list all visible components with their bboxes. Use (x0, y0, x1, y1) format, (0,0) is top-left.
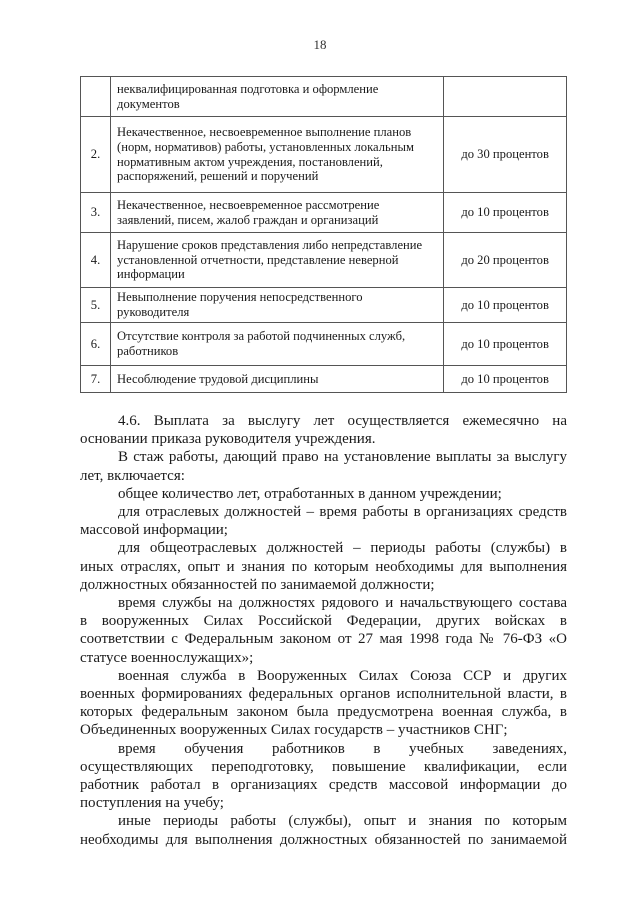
document-body (80, 412, 567, 849)
row-description (111, 77, 444, 117)
row-limit: до 10 процентов (444, 193, 567, 233)
row-description-line: документов (117, 96, 180, 111)
row-description (111, 366, 444, 393)
row-number: 7. (81, 366, 111, 393)
row-description-line: работников (117, 344, 179, 358)
paragraph (80, 503, 567, 539)
text-line: работник работал в организациях средств массовой информации до (80, 777, 567, 794)
row-description-line: Невыполнение поручения непосредственного (117, 290, 363, 305)
row-number (81, 77, 111, 117)
text-line: соответствии с Федеральным законом от 27 мая 1998 года № 76-ФЗ «О (80, 631, 567, 648)
text-line: осуществляющих переподготовку, повышение квалификации, если (80, 758, 567, 775)
text-line: время службы на должностях рядового и начальствующего состава (118, 595, 567, 612)
row-description-line: Некачественное, несвоевременное выполнение планов (117, 125, 412, 140)
row-description-line: неквалифицированная подготовка и оформление (117, 81, 379, 96)
table-row (81, 323, 567, 366)
row-description-line: (норм, нормативов) работы, установленных локальным (117, 139, 414, 154)
row-description (111, 233, 444, 288)
text-line: Объединенных вооруженных Силах государств – участников СНГ; (80, 722, 508, 739)
row-description (111, 323, 444, 366)
text-line: иных отраслях, опыт и знания по которым необходимы для выполнения (80, 558, 567, 575)
row-number: 5. (81, 288, 111, 323)
row-limit (444, 77, 567, 117)
row-description (111, 193, 444, 233)
row-description-line: Отсутствие контроля за работой подчиненных служб, (117, 329, 406, 344)
paragraph (80, 539, 567, 594)
penalty-table (80, 76, 567, 393)
row-description (111, 117, 444, 193)
text-line: необходимы для выполнения должностных обязанностей по занимаемой (80, 831, 567, 848)
paragraph (80, 594, 567, 667)
text-line: В стаж работы, дающий право на установление выплаты за выслугу (118, 449, 567, 466)
table-row (81, 366, 567, 393)
text-line: время обучения работников в учебных заведениях, (118, 740, 567, 757)
text-line: лет, включается: (80, 467, 185, 484)
row-description-line: Нарушение сроков представления либо непредставление (117, 238, 423, 253)
row-limit: до 20 процентов (444, 233, 567, 288)
row-description-line: информации (117, 267, 185, 282)
row-number: 4. (81, 233, 111, 288)
text-line: должностных обязанностей по занимаемой должности; (80, 576, 435, 593)
row-description-line: распоряжений, решений и поручений (117, 169, 319, 184)
row-description-line: Несоблюдение трудовой дисциплины (117, 371, 319, 386)
paragraph (80, 812, 567, 848)
paragraph (80, 448, 567, 484)
text-line: основании приказа руководителя учреждения. (80, 431, 376, 448)
paragraph (80, 485, 567, 503)
row-limit: до 10 процентов (444, 323, 567, 366)
row-description-line: заявлений, писем, жалоб граждан и организаций (117, 212, 379, 227)
row-number: 3. (81, 193, 111, 233)
text-line: статусе военнослужащих»; (80, 649, 254, 666)
paragraph (80, 740, 567, 813)
paragraph (80, 412, 567, 448)
row-description-line: установленной отчетности, представление неверной (117, 252, 399, 267)
table-row (81, 193, 567, 233)
row-number: 6. (81, 323, 111, 366)
text-line: военных формированиях федеральных органов исполнительной власти, в (80, 686, 567, 703)
row-description-line: Некачественное, несвоевременное рассмотрение (117, 197, 380, 212)
page-number: 18 (313, 37, 327, 52)
table-row (81, 288, 567, 323)
table-row (81, 77, 567, 117)
row-limit: до 30 процентов (444, 117, 567, 193)
text-line: для общеотраслевых должностей – периоды работы (службы) в (118, 540, 567, 557)
row-number: 2. (81, 117, 111, 193)
row-description-line: нормативным актом учреждения, постановлений, (117, 154, 383, 169)
row-limit: до 10 процентов (444, 366, 567, 393)
table-row (81, 117, 567, 193)
text-line: в вооруженных Силах Российской Федерации, других войсках в (80, 613, 567, 630)
paragraph (80, 667, 567, 740)
text-line: для отраслевых должностей – время работы в организациях средств (118, 504, 567, 521)
text-line: массовой информации; (80, 522, 228, 539)
row-description-line: руководителя (117, 305, 190, 319)
text-line: поступления на учебу; (80, 795, 224, 812)
table-row (81, 233, 567, 288)
row-description (111, 288, 444, 323)
text-line: военная служба в Вооруженных Силах Союза ССР и других (118, 667, 567, 684)
row-limit: до 10 процентов (444, 288, 567, 323)
text-line: которых федеральным законом была предусмотрена военная служба, в (80, 704, 567, 721)
text-line: иные периоды работы (службы), опыт и знания по которым (118, 813, 567, 830)
text-line: 4.6. Выплата за выслугу лет осуществляется ежемесячно на (118, 413, 567, 429)
text-line: общее количество лет, отработанных в данном учреждении; (118, 485, 502, 502)
